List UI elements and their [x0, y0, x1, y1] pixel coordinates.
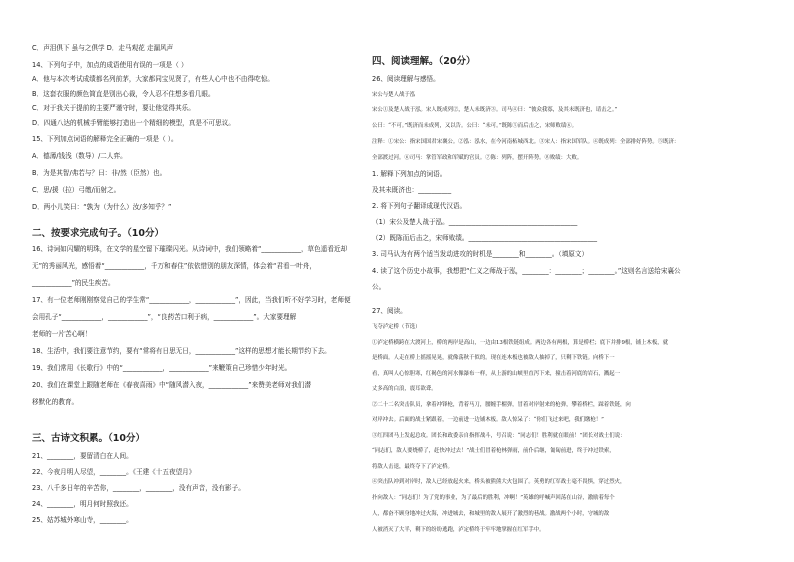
text-line: 3. 司马认为有两个适当发动进攻的时机是________和________。（填原文）	[372, 250, 589, 258]
text-line: 18、生活中，我们要注意节约，要有“常将有日思无日，____________”这样的思想才能长期节约下去。	[32, 347, 331, 355]
section-heading: 四、阅读理解。（20分）	[372, 56, 476, 67]
text-line: ③红四团马上发起总攻。团长和政委亲自指挥战斗，号召说：“同志们！胜利就在眼前！”团长对战士们说：	[372, 433, 626, 439]
text-line: 是桥面。人走在桥上摇摇晃晃，就像荡秋千似的。现在连木板也被敌人抽掉了，只剩下铁链。向桥下一	[372, 355, 615, 361]
text-line: 14、下列句子中，加点的成语使用有误的一项是（ ）	[32, 61, 188, 69]
text-line: 对岸冲去。后面的战士紧跟着，一边前进一边铺木板。敌人惊呆了：“你们飞过来吧，我们缴枪！”	[372, 417, 604, 423]
section-heading: 二、按要求完成句子。（10分）	[32, 228, 164, 239]
text-line: A．他与本次考试成绩都名列前茅，大家都同宝见贤了，有些人心中也不由得吃惊。	[32, 75, 274, 83]
text-line: 宋公①及楚人战于泓。宋人既成列②，楚人未既济③。司马④曰：“彼众我寡，及其未既济也，请击之。”	[372, 107, 618, 113]
text-line: 将敌人击退，最终夺下了泸定桥。	[372, 464, 453, 470]
text-line: 人，都奋不顾身地冲过火海，冲进城去，和城里的敌人展开了激烈的巷战。激战两个小时，守城的敌	[372, 511, 610, 517]
text-line: C．声泪俱下 虽与之俱学 D．走马观花 走漏风声	[32, 44, 174, 52]
text-line: D．两小儿笑曰：“孰为（为什么）汝/多知乎？”	[32, 203, 172, 211]
text-line: ②二十二名突击队员，拿着冲锋枪，背着马刀，腰缠手榴弹，冒着对岸射来的枪弹，攀着桥栏，踩着铁链，向	[372, 402, 631, 408]
text-line: （2）既陈而后击之，宋师败绩。_______________________________________	[372, 234, 598, 242]
text-line: 人被消灭了大半，剩下的纷纷逃跑，泸定桥终于牢牢地掌握在红军手中。	[372, 527, 545, 533]
text-line: 23、八千多日年的辛苦你，________，________，没有声音，没有影子。	[32, 484, 245, 492]
text-line: 老师的一片苦心啊！	[32, 330, 92, 338]
text-line: 25、姑苏城外寒山寺，________。	[32, 516, 133, 524]
text-line: “同志们，敌人要烧桥了，赶快冲过去！”战士们冒着枪林弹雨，前仆后继，匍匐前进，终于冲过铁索，	[372, 448, 615, 454]
text-line: 4. 读了这个历史小故事，我想把“仁义之师战于泓，________：________；________。”这则名言送给宋襄公	[372, 267, 681, 275]
text-line: A．德薄/钱浅（数导）/二人弈。	[32, 152, 127, 160]
text-line: ①泸定桥横跨在大渡河上，桥的两岸是高山，一边由13根铁链组成。两边各有两根，算是桥栏；底下并排9根，铺上木板，就	[372, 340, 668, 346]
text-line: 公曰：“不可。”既济而未成列，又以告。公曰：“未可。”既陈⑤而后击之，宋师败绩⑥。	[372, 123, 578, 129]
text-line: 17、有一位老师刚刚察觉自己的学生常“____________，____________”，因此，当我们听不好学习时，老师便	[32, 296, 351, 304]
text-line: 无”的秀丽风光，感悟着“____________，千万和春住”依依惜别的朋友深情，体会着“君看一叶舟，	[32, 262, 317, 270]
section-heading: 三、古诗文积累。（10分）	[32, 433, 145, 444]
text-line: ____________”的民生疾苦。	[32, 279, 115, 287]
text-line: C．思/援（拉）弓缴/而射之。	[32, 186, 121, 194]
text-line: 注释：①宋公：指宋国国君宋襄公。②泓：泓水，在今河南柘城西北。③宋人：指宋国军队。④既成列：全部排好阵势。⑤既济：	[372, 139, 680, 145]
text-line: 移默化的教育。	[32, 398, 79, 406]
text-line: 2. 将下列句子翻译成现代汉语。	[372, 202, 467, 210]
text-line: 27、阅读。	[372, 307, 407, 315]
text-line: D．四通八达的机械手臂能够打造出一个精细的模型，真是不可思议。	[32, 119, 235, 127]
text-line: 24、________，明月何时照我还。	[32, 500, 133, 508]
text-line: 1. 解释下列加点的词语。	[372, 170, 447, 178]
text-line: B．这套衣服的颜色简直是别出心裁，令人忍不住想多看几眼。	[32, 90, 215, 98]
text-line: 15、下列加点词语的解释完全正确的一项是（ ）。	[32, 135, 178, 143]
text-line: （1）宋公及楚人战于泓。_______________________________________	[372, 218, 578, 226]
text-line: 16、诗词如闪耀的明珠，在文学的星空留下璀璨闪光。从诗词中，我们领略着“____________，草色遥看近却	[32, 245, 348, 253]
text-line: 全部渡过河。⑥司马：掌管军政和军赋的官员。⑦陈：列阵，摆开阵势。⑧败绩：大败。	[372, 155, 583, 161]
text-line: 22、今夜月明人尽望，________。《王建《十五夜望月》	[32, 468, 196, 476]
text-line: 会用孔子“____________，____________”，“良药苦口利于病，____________”。大家要理解	[32, 313, 297, 321]
text-line: 飞夺泸定桥（节选）	[372, 324, 421, 330]
text-line: B．为是其智/弗若与？曰：非/然（臣然）也。	[32, 169, 167, 177]
text-line: 丈多高的白浪，震耳欲聋。	[372, 386, 437, 392]
text-line: 宋公与楚人战于泓	[372, 92, 416, 98]
text-line: 21、________，要留清白在人间。	[32, 452, 133, 460]
text-line: 公。	[372, 283, 386, 291]
text-line: 20、我们在课堂上跟随老师在《春夜喜雨》中“随风潜入夜，____________”来赞美老师对我们潜	[32, 381, 311, 389]
text-line: 扑向敌人：“同志们！为了党的事业，为了最后的胜利，冲啊！”英雄的呼喊声回荡在山谷，激励着每个	[372, 495, 615, 501]
text-line: 看，真叫人心惊胆寒，红褐色的河水像瀑布一样，从上游的山峡里直泻下来，撞击着河底的岩石，溅起一	[372, 371, 620, 377]
text-line: 19、我们常用《长歌行》中的“____________，____________”来鞭策自己珍惜少年时光。	[32, 364, 292, 372]
text-line: ④突击队冲到对岸时，敌人已经放起火来，桥头被熊熊大火包围了。英勇的红军战士毫不畏惧，穿过烈火，	[372, 479, 626, 485]
text-line: C．对于我关于提前的主要严谨守时，要让他觉得其乐。	[32, 104, 195, 112]
text-line: 26、阅读理解与感悟。	[372, 75, 440, 83]
text-line: 及其未既济也：__________	[372, 186, 452, 194]
